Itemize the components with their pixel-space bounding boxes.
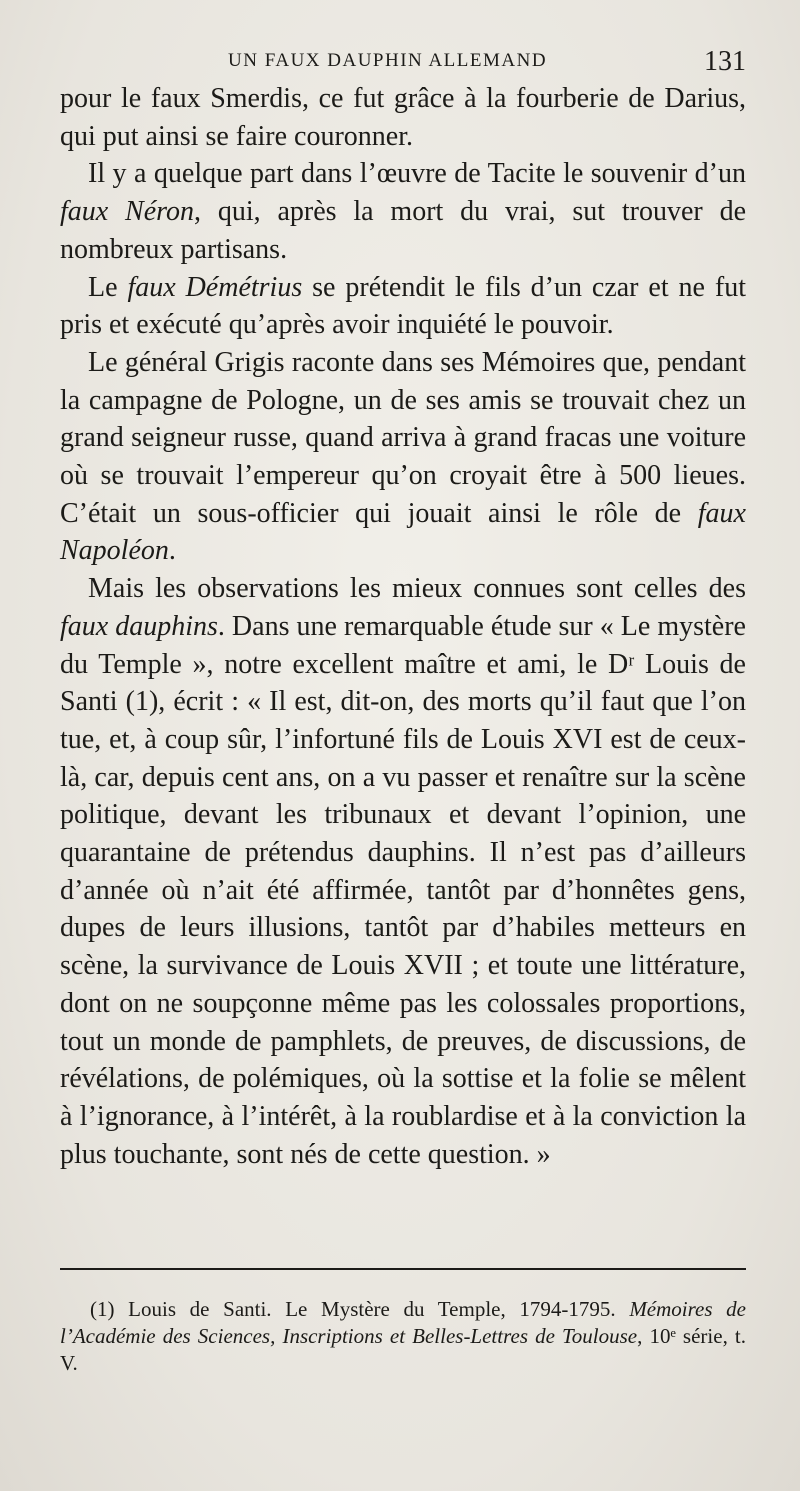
italic-text-run: Mémoires de l’Académie des Sciences, Inscriptions et Belles-Lettres de Toulouse — [60, 1297, 746, 1348]
page-number: 131 — [704, 46, 746, 77]
text-run: pour le faux Smerdis, ce fut grâce à la fourberie de Darius, qui put ainsi se faire couronner. — [60, 83, 746, 152]
italic-text-run: faux Napoléon — [60, 497, 746, 567]
text-run: . — [168, 535, 176, 567]
text-run: , qui, après la mort du vrai, sut trouver de nombreux partisans. — [60, 196, 747, 265]
paragraph — [60, 155, 746, 268]
text-run: Il y a quelque part dans l’œuvre de Tacite le souvenir d’un — [88, 158, 746, 190]
paragraph — [60, 570, 746, 1173]
italic-text-run: faux Démétrius — [127, 271, 303, 303]
text-run: se prétendit le fils d’un czar et ne fut pris et exécuté qu’après avoir inquiété le pouvoir. — [60, 271, 747, 341]
italic-text-run: faux Néron — [60, 196, 195, 228]
body-text — [60, 80, 746, 1173]
footnote — [60, 1296, 746, 1377]
text-run: Le général Grigis raconte dans ses Mémoires que, pendant la campagne de Pologne, un de ses amis se trouvait chez un grand seigneur russe, quand arriva à grand fracas une voiture où se trouvait l’empereur qu’on croyait être à 500 lieues. C’était un sous-officier qui jouait ainsi le rôle de — [60, 346, 746, 529]
text-run: , 10ᵉ série, t. V. — [60, 1324, 746, 1375]
paragraph — [60, 80, 746, 155]
italic-text-run: faux dauphins — [60, 610, 218, 642]
footnote-divider — [60, 1268, 746, 1270]
running-title: UN FAUX DAUPHIN ALLEMAND — [228, 50, 548, 71]
running-header — [60, 46, 746, 76]
paragraph — [60, 269, 746, 344]
text-run: Le — [88, 271, 128, 303]
text-run: Mais les observations les mieux connues sont celles des — [88, 573, 746, 605]
text-run: . Dans une remarquable étude sur « Le mystère du Temple », notre excellent maître et ami, le Dʳ Louis de Santi (1), écrit : « Il est, dit-on, des morts qu’il faut que l’on tue, et, à coup sûr, l’infortuné fils de Louis XVI est de ceux-là, car, depuis cent ans, on a vu passer et renaître sur la scène politique, devant les tribunaux et devant l’opinion, une quarantaine de prétendus dauphins. Il n’est pas d’ailleurs d’année où n’ait été affirmée, tantôt par d’honnêtes gens, dupes de leurs illusions, tantôt par d’habiles metteurs en scène, la survivance de Louis XVII ; et toute une littérature, dont on ne soupçonne même pas les colossales proportions, tout un monde de pamphlets, de preuves, de discussions, de révélations, de polémiques, où la sottise et la folie se mêlent à l’ignorance, à l’intérêt, à la roublardise et à la conviction la plus touchante, sont nés de cette question. » — [60, 610, 746, 1170]
text-run: (1) Louis de Santi. Le Mystère du Temple, 1794-1795. — [90, 1297, 630, 1321]
paragraph — [60, 344, 746, 570]
